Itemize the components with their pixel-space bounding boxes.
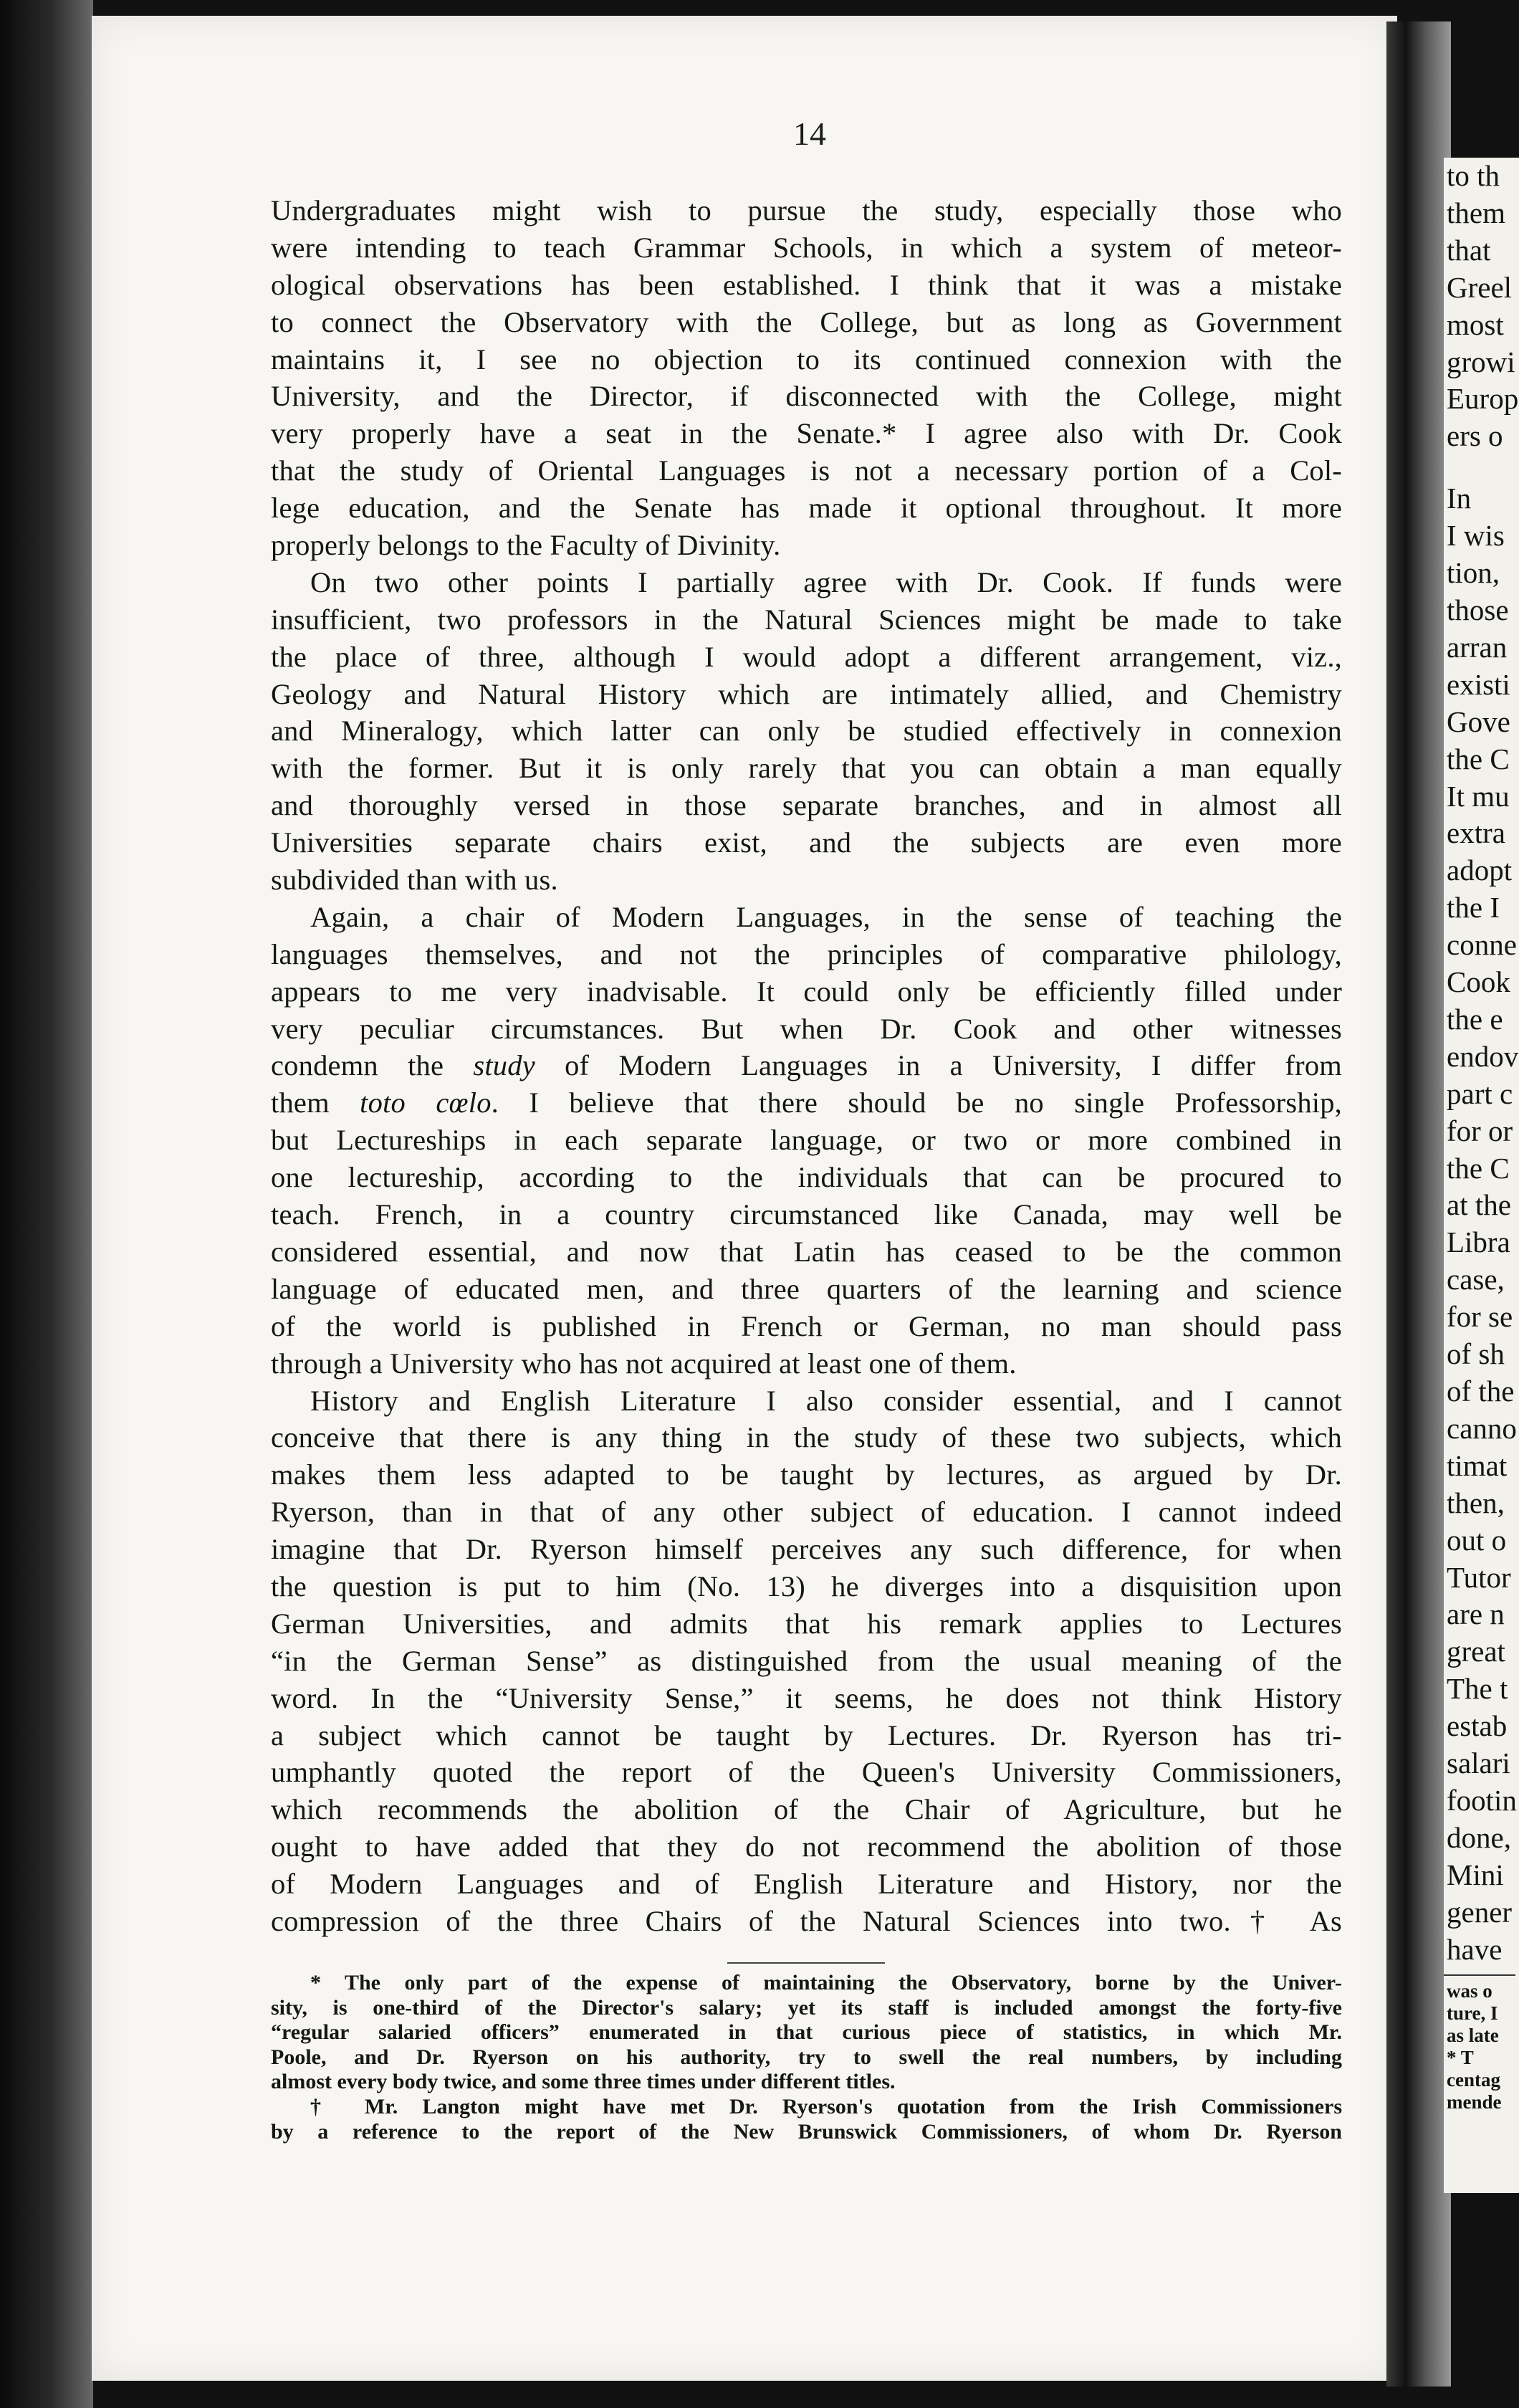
paragraph (271, 899, 1342, 1382)
text-line: one lectureship, according to the individuals that can be procured to (271, 1161, 1342, 1194)
text-line: umphantly quoted the report of the Queen's University Commissioners, (271, 1756, 1342, 1789)
facing-page-line: existi (1447, 667, 1510, 701)
text-line: teach. French, in a country circumstanced like Canada, may well be (271, 1198, 1342, 1231)
text-line: Undergraduates might wish to pursue the study, especially those who (271, 194, 1342, 226)
facing-footnote-rule (1444, 1974, 1515, 1976)
text-line: considered essential, and now that Latin has ceased to be the common (271, 1235, 1342, 1268)
facing-page-line: are n (1447, 1597, 1505, 1631)
facing-page-line: done, (1447, 1820, 1511, 1854)
facing-page-line: Cook (1447, 965, 1510, 999)
facing-page-line: case, (1447, 1263, 1505, 1296)
facing-page-line: for se (1447, 1300, 1513, 1334)
text-line: which recommends the abolition of the Chair of Agriculture, but he (271, 1793, 1342, 1826)
facing-page-line: of the (1447, 1375, 1515, 1408)
facing-page-footnote-line: as late (1447, 2024, 1499, 2046)
facing-page-fragment (1444, 158, 1519, 2193)
facing-page-line: most (1447, 307, 1504, 341)
facing-page-line: that (1447, 233, 1491, 267)
text-line: ological observations has been established. I think that it was a mistake (271, 268, 1342, 301)
facing-page-line: those (1447, 593, 1509, 626)
text-line: but Lectureships in each separate language, or two or more combined in (271, 1124, 1342, 1157)
facing-page-line: tion, (1447, 556, 1500, 590)
text-line: ought to have added that they do not recommend the abolition of those (271, 1830, 1342, 1863)
facing-page-line: great (1447, 1635, 1505, 1668)
facing-page-footnote-line: * T (1447, 2046, 1474, 2068)
text-line: them toto cœlo. I believe that there should be no single Professorship, (271, 1086, 1343, 1119)
facing-page-footnote-line: was o (1447, 1979, 1492, 2002)
text-line: a subject which cannot be taught by Lectures. Dr. Ryerson has tri- (271, 1719, 1342, 1752)
footnote-line: † Mr. Langton might have met Dr. Ryerson's quotation from the Irish Commissioners (310, 2094, 1342, 2118)
facing-page-line: the I (1447, 891, 1500, 924)
footnote-line: Poole, and Dr. Ryerson on his authority, try to swell the real numbers, by including (271, 2045, 1342, 2069)
footnote (271, 2095, 1342, 2144)
text-line: and Mineralogy, which latter can only be studied effectively in connexion (271, 715, 1342, 747)
facing-page-footnote-line: ture, I (1447, 2002, 1498, 2024)
body-text (271, 192, 1342, 1940)
text-line: to connect the Observatory with the College, but as long as Government (271, 305, 1342, 338)
facing-page-line: at the (1447, 1188, 1511, 1222)
text-line: subdivided than with us. (271, 864, 558, 897)
text-line: very peculiar circumstances. But when Dr. Cook and other witnesses (271, 1012, 1342, 1045)
footnote-line: almost every body twice, and some three times under different titles. (271, 2070, 896, 2094)
page-number: 14 (793, 115, 826, 152)
text-line: Geology and Natural History which are intimately allied, and Chemistry (271, 677, 1342, 710)
footnotes (271, 1962, 1342, 2144)
facing-page-line: Tutor (1447, 1560, 1511, 1594)
text-line: Universities separate chairs exist, and the subjects are even more (271, 826, 1342, 859)
text-line: with the former. But it is only rarely that you can obtain a man equally (271, 752, 1342, 785)
paragraph (271, 564, 1342, 899)
footnote-rule (727, 1962, 885, 1964)
text-line: very properly have a seat in the Senate.* I agree also with Dr. Cook (271, 417, 1342, 450)
text-line: through a University who has not acquired at least one of them. (271, 1347, 1017, 1380)
facing-page-line: part c (1447, 1076, 1513, 1110)
facing-page-line: In (1447, 482, 1472, 515)
text-line: of Modern Languages and of English Literature and History, nor the (271, 1868, 1342, 1901)
text-line: Ryerson, than in that of any other subject of education. I cannot indeed (271, 1496, 1342, 1529)
footnote-line: “regular salaried officers” enumerated in that curious piece of statistics, in which Mr. (271, 2020, 1342, 2045)
facing-page-line: ers o (1447, 419, 1503, 453)
facing-page-line: I wis (1447, 519, 1505, 553)
scan-edge-left (0, 0, 93, 2408)
text-line: insufficient, two professors in the Natural Sciences might be made to take (271, 603, 1342, 636)
facing-page-line: Europ (1447, 382, 1519, 416)
text-line: of the world is published in French or German, no man should pass (271, 1309, 1342, 1342)
facing-page-line: Mini (1447, 1858, 1504, 1891)
text-line: appears to me very inadvisable. It could only be efficiently filled under (271, 975, 1342, 1008)
facing-page-line: Greel (1447, 270, 1513, 304)
paragraph-gap (1444, 455, 1519, 480)
footnote-line: by a reference to the report of the New Brunswick Commissioners, of whom Dr. Ryerson (271, 2119, 1342, 2144)
facing-page-line: salari (1447, 1747, 1510, 1780)
facing-page-line: the e (1447, 1002, 1503, 1036)
facing-page-line: conne (1447, 928, 1517, 962)
facing-page-line: gener (1447, 1895, 1513, 1929)
text-line: lege education, and the Senate has made it optional throughout. It more (271, 492, 1342, 525)
text-line: languages themselves, and not the principles of comparative philology, (271, 937, 1342, 970)
text-line: the question is put to him (No. 13) he diverges into a disquisition upon (271, 1570, 1342, 1602)
text-line: were intending to teach Grammar Schools, in which a system of meteor- (271, 231, 1342, 264)
text-line: conceive that there is any thing in the study of these two subjects, which (271, 1421, 1342, 1454)
text-line: University, and the Director, if disconnected with the College, might (271, 380, 1342, 413)
footnote (271, 1971, 1342, 2095)
facing-page-line: to th (1447, 159, 1500, 192)
text-line: History and English Literature I also consider essential, and I cannot (310, 1384, 1342, 1417)
text-line: On two other points I partially agree with Dr. Cook. If funds were (310, 565, 1342, 598)
italic-emphasis: study (473, 1049, 535, 1082)
facing-page-line: The t (1447, 1672, 1508, 1706)
text-line: and thoroughly versed in those separate branches, and in almost all (271, 789, 1342, 822)
book-gutter (1386, 22, 1451, 2386)
facing-page-line: them (1447, 196, 1505, 229)
facing-page-line: out o (1447, 1523, 1507, 1557)
text-line: German Universities, and admits that his remark applies to Lectures (271, 1607, 1342, 1640)
italic-emphasis: toto cœlo (360, 1086, 492, 1119)
paragraph (271, 192, 1342, 564)
text-line: compression of the three Chairs of the Natural Sciences into two.† As (271, 1904, 1342, 1937)
facing-page-line: the C (1447, 1151, 1510, 1185)
text-line: properly belongs to the Faculty of Divinity. (271, 529, 781, 562)
facing-page-line: for or (1447, 1114, 1513, 1147)
facing-page-line: estab (1447, 1709, 1508, 1743)
facing-page-line: adopt (1447, 854, 1513, 887)
facing-page-line: footin (1447, 1783, 1517, 1817)
facing-page-footnote-line: centag (1447, 2068, 1500, 2091)
footnote-line: sity, is one-third of the Director's salary; yet its staff is included amongst the forty-five (271, 1995, 1342, 2020)
text-line: makes them less adapted to be taught by lectures, as argued by Dr. (271, 1458, 1342, 1491)
facing-page-line: extra (1447, 816, 1505, 850)
text-line: that the study of Oriental Languages is not a necessary portion of a Col- (271, 454, 1342, 487)
facing-page-line: arran (1447, 630, 1508, 664)
footnote-line: * The only part of the expense of maintaining the Observatory, borne by the Univer- (310, 1971, 1342, 1994)
text-line: “in the German Sense” as distinguished from the usual meaning of the (271, 1644, 1342, 1677)
paragraph (271, 1382, 1342, 1940)
text-line: condemn the study of Modern Languages in a University, I differ from (271, 1049, 1342, 1082)
text-line: the place of three, although I would adopt a different arrangement, viz., (271, 640, 1342, 673)
text-line: language of educated men, and three quarters of the learning and science (271, 1272, 1342, 1305)
facing-page-line: of sh (1447, 1337, 1505, 1371)
text-line: imagine that Dr. Ryerson himself perceives any such difference, for when (271, 1533, 1342, 1566)
facing-page-line: Gove (1447, 704, 1510, 738)
facing-page-footnote-line: mende (1447, 2091, 1502, 2113)
text-line: Again, a chair of Modern Languages, in the sense of teaching the (310, 900, 1342, 933)
facing-page-line: growi (1447, 345, 1515, 378)
facing-page-line: have (1447, 1932, 1503, 1966)
facing-page-line: then, (1447, 1486, 1505, 1519)
facing-page-line: canno (1447, 1411, 1517, 1445)
facing-page-line: endov (1447, 1039, 1519, 1073)
text-line: word. In the “University Sense,” it seems, he does not think History (271, 1681, 1342, 1714)
facing-page-line: the C (1447, 742, 1510, 775)
facing-page-line: Libra (1447, 1226, 1510, 1259)
facing-page-line: It mu (1447, 779, 1510, 813)
facing-page-line: timat (1447, 1448, 1508, 1482)
text-line: maintains it, I see no objection to its continued connexion with the (271, 343, 1342, 376)
